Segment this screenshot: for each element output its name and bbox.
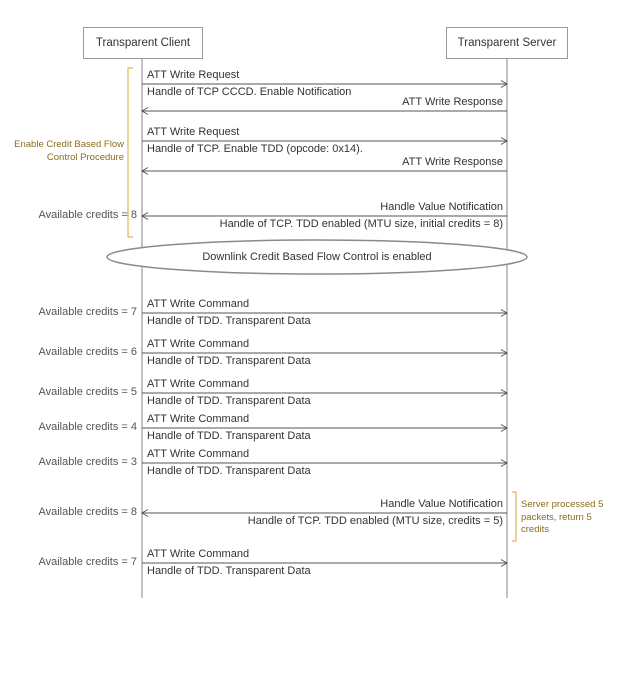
- server-actor-label: Transparent Server: [457, 37, 557, 49]
- message-detail: Handle of TCP. Enable TDD (opcode: 0x14).: [147, 143, 363, 155]
- client-actor-label: Transparent Client: [95, 37, 191, 49]
- available-credits-label: Available credits = 7: [38, 556, 137, 568]
- server-note-bracket: [512, 492, 516, 541]
- message-label: ATT Write Command: [147, 413, 250, 425]
- message-detail: Handle of TDD. Transparent Data: [147, 465, 311, 477]
- message-detail: Handle of TCP CCCD. Enable Notification: [147, 86, 352, 98]
- available-credits-label: Available credits = 5: [38, 386, 137, 398]
- message-label: ATT Write Request: [147, 126, 240, 138]
- client-actor-box: [83, 27, 203, 59]
- message-detail: Handle of TCP. TDD enabled (MTU size, credits = 5): [247, 515, 503, 527]
- message-detail: Handle of TDD. Transparent Data: [147, 430, 311, 442]
- message-label: ATT Write Response: [402, 156, 503, 168]
- available-credits-label: Available credits = 6: [38, 346, 137, 358]
- message-label: ATT Write Response: [402, 96, 503, 108]
- server-processed-note: Server processed 5 packets, return 5 credits: [521, 499, 604, 535]
- message-label: ATT Write Command: [147, 298, 250, 310]
- message-detail: Handle of TCP. TDD enabled (MTU size, initial credits = 8): [219, 218, 503, 230]
- flow-control-enabled-label: Downlink Credit Based Flow Control is enabled: [202, 251, 432, 263]
- available-credits-label: Available credits = 8: [38, 506, 137, 518]
- message-label: Handle Value Notification: [380, 498, 503, 510]
- message-label: ATT Write Command: [147, 338, 250, 350]
- message-label: ATT Write Command: [147, 548, 250, 560]
- message-detail: Handle of TDD. Transparent Data: [147, 355, 311, 367]
- procedure-note: Enable Credit Based Flow Control Procedure: [14, 139, 124, 163]
- available-credits-label: Available credits = 7: [38, 306, 137, 318]
- available-credits-label: Available credits = 8: [38, 209, 137, 221]
- available-credits-label: Available credits = 4: [38, 421, 137, 433]
- message-label: Handle Value Notification: [380, 201, 503, 213]
- message-detail: Handle of TDD. Transparent Data: [147, 315, 311, 327]
- message-label: ATT Write Request: [147, 69, 240, 81]
- available-credits-label: Available credits = 3: [38, 456, 137, 468]
- server-actor-box: [446, 27, 568, 59]
- message-label: ATT Write Command: [147, 448, 250, 460]
- message-label: ATT Write Command: [147, 378, 250, 390]
- message-detail: Handle of TDD. Transparent Data: [147, 565, 311, 577]
- message-detail: Handle of TDD. Transparent Data: [147, 395, 311, 407]
